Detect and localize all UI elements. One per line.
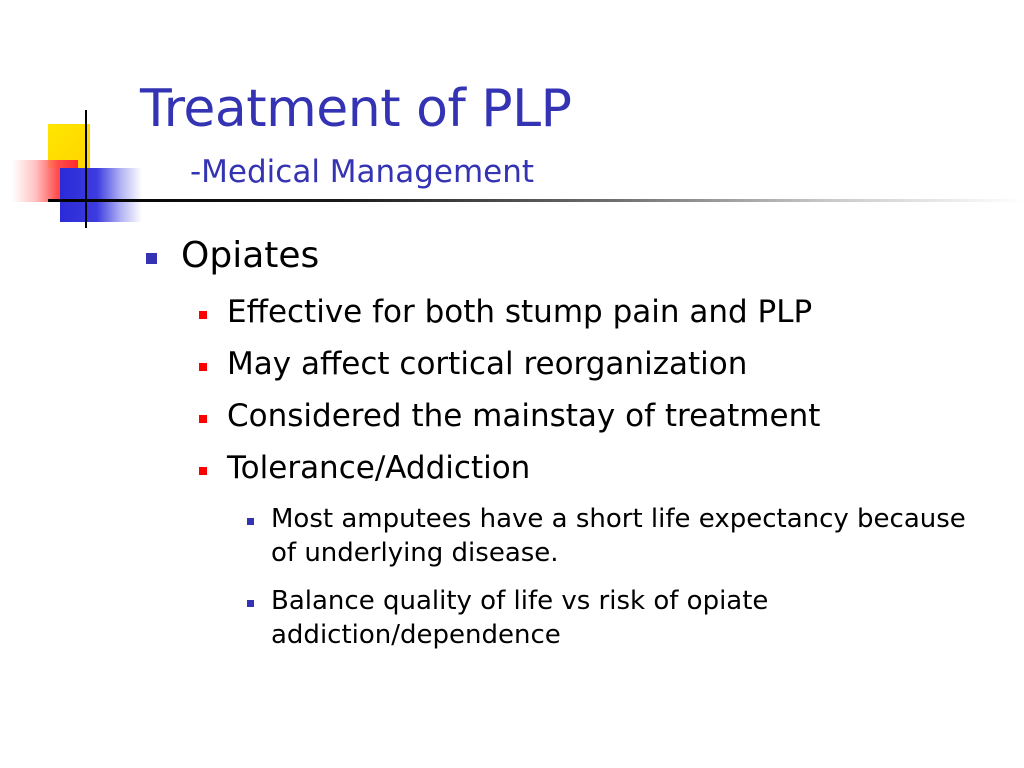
bullet-level1-text: Opiates — [181, 235, 320, 276]
slide-subtitle: -Medical Management — [190, 154, 535, 190]
bullet-level3-text: Most amputees have a short life expectancy because of underlying disease. — [271, 504, 966, 568]
slide-title: Treatment of PLP — [140, 79, 572, 139]
bullet-level2-text: Tolerance/Addiction — [227, 450, 531, 486]
bullet-square-icon — [247, 518, 254, 525]
bullet-level3-text: Balance quality of life vs risk of opiate addiction/dependence — [271, 586, 769, 650]
bullet-square-icon — [247, 600, 254, 607]
bullet-square-icon — [199, 363, 207, 371]
bullet-square-icon — [199, 311, 207, 319]
bullet-square-icon — [199, 415, 207, 423]
bullet-level2-text: May affect cortical reorganization — [227, 346, 748, 382]
bullet-level2-text: Considered the mainstay of treatment — [227, 398, 821, 434]
bullet-square-icon — [199, 467, 207, 475]
bullet-level2-text: Effective for both stump pain and PLP — [227, 294, 813, 330]
bullet-square-icon — [146, 253, 157, 264]
